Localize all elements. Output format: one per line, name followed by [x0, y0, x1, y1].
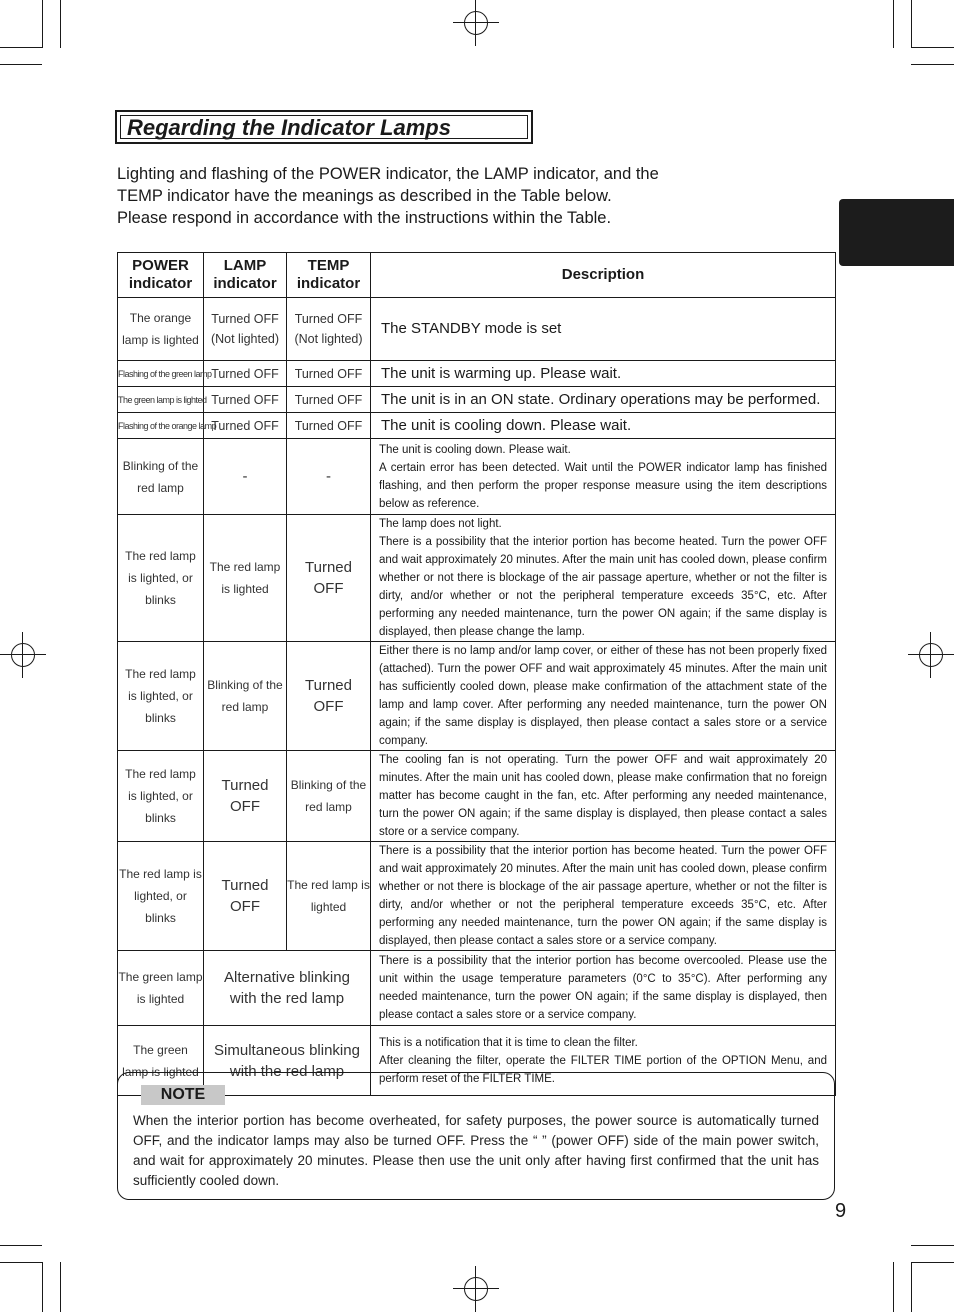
registration-mark-left — [0, 632, 46, 678]
note-box — [117, 1072, 835, 1200]
crop-mark — [0, 1262, 42, 1263]
description-line: The unit is cooling down. Please wait. — [379, 443, 571, 456]
table-row — [118, 642, 836, 751]
power-cell: The orange lamp is lighted — [118, 298, 204, 361]
crop-mark — [911, 64, 954, 65]
header-temp: TEMP indicator — [287, 253, 371, 298]
temp-cell: Turned OFF (Not lighted) — [287, 298, 371, 361]
description-line: This is a notification that it is time to clean the filter. — [379, 1036, 638, 1049]
section-tab — [839, 199, 954, 266]
lamp-temp-cell: Alternative blinking with the red lamp — [204, 951, 371, 1026]
header-lamp: LAMP indicator — [204, 253, 287, 298]
power-cell: The red lamp is lighted, or blinks — [118, 842, 204, 951]
description-cell: The unit is cooling down. Please wait. — [371, 413, 836, 439]
lamp-cell: Turned OFF — [204, 361, 287, 387]
lamp-cell: Turned OFF — [204, 751, 287, 842]
temp-cell: Turned OFF — [287, 413, 371, 439]
crop-mark — [911, 47, 954, 48]
table-row — [118, 951, 836, 1026]
lamp-temp-cell: Simultaneous blinking with the red lamp — [204, 1026, 371, 1096]
crop-mark — [60, 1262, 61, 1312]
crop-mark — [60, 0, 61, 48]
description-line: A certain error has been detected. Wait until the POWER indicator lamp has finished flashing, and then perform the proper response measure using the item descriptions below as reference. — [379, 461, 827, 510]
lamp-cell: - — [204, 439, 287, 515]
description-cell: Either there is no lamp and/or lamp cover, or either of these has not been properly fixed (attached). Turn the power OFF and wait approximately 45 minutes. After the main unit has sufficiently cooled down, please make confirmation of the attachment state of the lamp and lamp cover. After performing any needed maintenance, turn the power ON again; if the same display is displayed, then please contact a sales store or a service company. — [371, 642, 836, 751]
registration-mark-top — [453, 0, 499, 46]
description-cell: There is a possibility that the interior portion has become overcooled. Please use the unit within the usage temperature parameters (0°C to 35°C). After performing any needed maintenance, turn the power ON again; if the same display is displayed, then please contact a sales store or a service company. — [371, 951, 836, 1026]
table-row — [118, 751, 836, 842]
table-row — [118, 361, 836, 387]
header-description: Description — [371, 253, 836, 298]
description-cell: The cooling fan is not operating. Turn the power OFF and wait approximately 20 minutes. After the main unit has cooled down, please make confirmation that no foreign matter has become caught in the fan, etc. After performing any needed maintenance, turn the power ON again; if the same display is displayed, then please contact a sales store or a service company. — [371, 751, 836, 842]
description-cell: The STANDBY mode is set — [371, 298, 836, 361]
temp-cell: Turned OFF — [287, 361, 371, 387]
power-cell: Blinking of the red lamp — [118, 439, 204, 515]
lamp-cell: Turned OFF — [204, 842, 287, 951]
crop-mark — [893, 1262, 894, 1312]
crop-mark — [0, 1245, 42, 1246]
crop-mark — [0, 64, 42, 65]
registration-mark-bottom — [453, 1266, 499, 1312]
table-row — [118, 515, 836, 642]
registration-mark-right — [908, 632, 954, 678]
description-line: After cleaning the filter, operate the FILTER TIME portion of the OPTION Menu, and perform reset of the FILTER TIME. — [379, 1054, 827, 1085]
crop-mark — [0, 47, 42, 48]
power-cell: The green lamp is lighted — [118, 1026, 204, 1096]
crop-mark — [893, 0, 894, 48]
note-text: When the interior portion has become overheated, for safety purposes, the power source is automatically turned OFF, and the indicator lamps may also be turned OFF. Press the “ ” (power OFF) side of the main power switch, and wait for approximately 20 minutes. Please then use the unit only after having first confirmed that the unit has sufficiently cooled down. — [133, 1113, 819, 1188]
crop-mark — [911, 0, 912, 48]
table-header-row — [118, 253, 836, 298]
lamp-cell: Turned OFF (Not lighted) — [204, 298, 287, 361]
table-row — [118, 298, 836, 361]
indicator-table — [117, 252, 836, 1096]
power-cell: The green lamp is lighted — [118, 387, 204, 413]
power-cell: The red lamp is lighted, or blinks — [118, 515, 204, 642]
temp-cell: The red lamp is lighted — [287, 842, 371, 951]
lamp-cell: Turned OFF — [204, 387, 287, 413]
power-cell: The red lamp is lighted, or blinks — [118, 751, 204, 842]
power-cell: The red lamp is lighted, or blinks — [118, 642, 204, 751]
description-line: There is a possibility that the interior portion has become heated. Turn the power OFF and wait approximately 20 minutes. After the main unit has cooled down, please confirm whether or not there is blockage of the air passage aperture, whether or not the filter is dirty, and/or whether or not the peripheral temperature exceeds 35°C, etc. After performing any needed maintenance, turn the power ON again; if the same display is displayed, then please change the lamp. — [379, 536, 827, 638]
lamp-cell: The red lamp is lighted — [204, 515, 287, 642]
description-cell — [371, 439, 836, 515]
temp-cell: Blinking of the red lamp — [287, 751, 371, 842]
intro-line: TEMP indicator have the meanings as described in the Table below. — [117, 187, 612, 205]
crop-mark — [42, 0, 43, 48]
description-line: The lamp does not light. — [379, 518, 502, 530]
temp-cell: Turned OFF — [287, 515, 371, 642]
header-power: POWER indicator — [118, 253, 204, 298]
crop-mark — [911, 1262, 954, 1263]
table-row — [118, 439, 836, 515]
description-cell: The unit is in an ON state. Ordinary operations may be performed. — [371, 387, 836, 413]
power-cell: Flashing of the orange lamp — [118, 413, 204, 439]
power-cell: Flashing of the green lamp — [118, 361, 204, 387]
intro-paragraph — [117, 163, 737, 229]
table-row — [118, 413, 836, 439]
page-title: Regarding the Indicator Lamps — [127, 115, 451, 140]
description-cell — [371, 515, 836, 642]
page-title-box — [115, 110, 533, 144]
note-label: NOTE — [141, 1085, 225, 1105]
intro-line: Lighting and flashing of the POWER indicator, the LAMP indicator, and the — [117, 165, 659, 183]
power-cell: The green lamp is lighted — [118, 951, 204, 1026]
table-row — [118, 842, 836, 951]
crop-mark — [42, 1262, 43, 1312]
intro-line: Please respond in accordance with the instructions within the Table. — [117, 209, 612, 227]
temp-cell: Turned OFF — [287, 642, 371, 751]
page-number: 9 — [835, 1200, 847, 1222]
description-cell: There is a possibility that the interior portion has become heated. Turn the power OFF and wait approximately 20 minutes. After the main unit has cooled down, please confirm whether or not there is blockage of the air passage aperture, whether or not the filter is dirty, and/or whether or not the peripheral temperature exceeds 35°C, etc. After performing any needed maintenance, turn the power ON again; if the same display is displayed, then please contact a sales store or a service company. — [371, 842, 836, 951]
temp-cell: - — [287, 439, 371, 515]
crop-mark — [911, 1262, 912, 1312]
lamp-cell: Turned OFF — [204, 413, 287, 439]
table-row — [118, 387, 836, 413]
crop-mark — [911, 1245, 954, 1246]
description-cell: The unit is warming up. Please wait. — [371, 361, 836, 387]
lamp-cell: Blinking of the red lamp — [204, 642, 287, 751]
temp-cell: Turned OFF — [287, 387, 371, 413]
